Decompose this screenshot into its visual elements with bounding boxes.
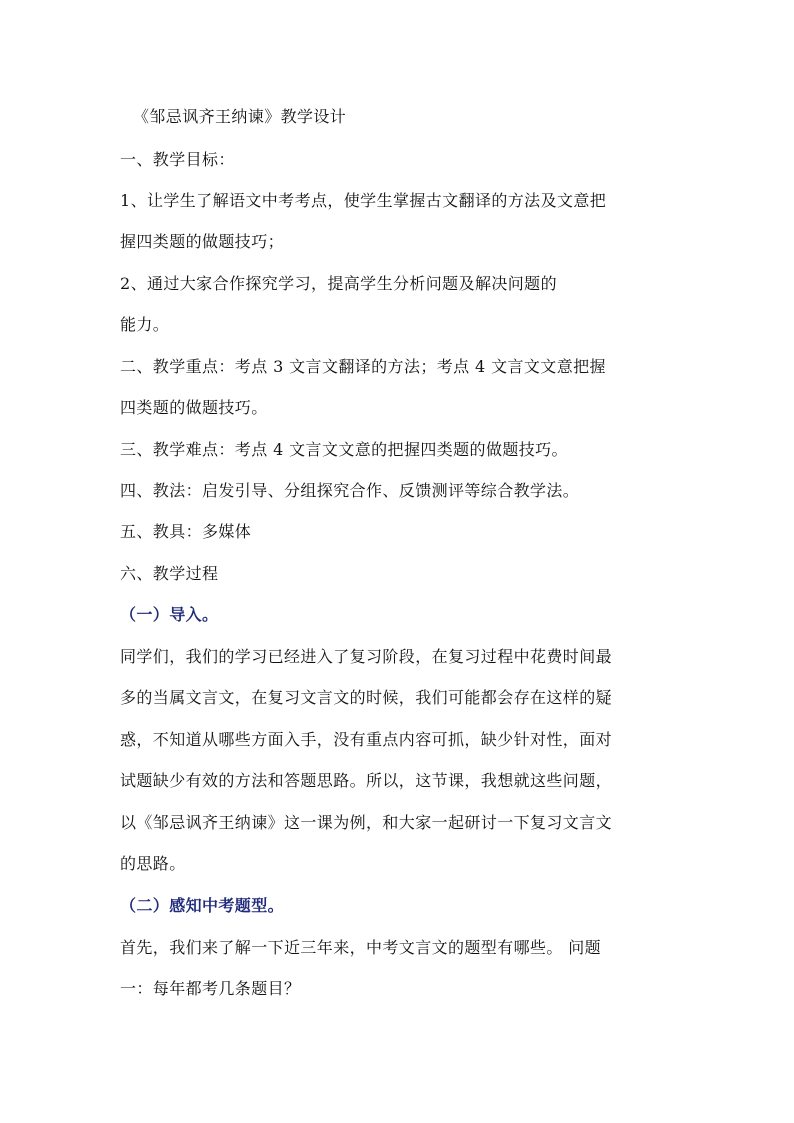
section-2-heading: （二）感知中考题型。 <box>120 896 285 915</box>
intro-line-2: 多的当属文言文，在复习文言文的时候，我们可能都会存在这样的疑 <box>120 688 613 707</box>
difficulties-line: 三、教学难点：考点 4 文言文文意的把握四类题的做题技巧。 <box>120 440 568 459</box>
key-points-line-2: 四类题的做题技巧。 <box>120 398 268 417</box>
exam-types-line-1: 首先，我们来了解一下近三年来，中考文言文的题型有哪些。 问题 <box>120 938 602 957</box>
exam-types-line-2: 一：每年都考几条题目？ <box>120 979 301 998</box>
intro-line-3: 惑，不知道从哪些方面入手，没有重点内容可抓，缺少针对性，面对 <box>120 730 613 749</box>
tools-line: 五、教具：多媒体 <box>120 522 252 541</box>
objective-1-line-1: 1、让学生了解语文中考考点，使学生掌握古文翻译的方法及文意把 <box>120 191 607 210</box>
objectives-heading: 一、教学目标： <box>120 150 235 169</box>
intro-line-5: 以《邹忌讽齐王纳谏》这一课为例，和大家一起研讨一下复习文言文 <box>120 813 613 832</box>
objective-1-line-2: 握四类题的做题技巧； <box>120 232 285 251</box>
objective-2-line-1: 2、通过大家合作探究学习，提高学生分析问题及解决问题的 <box>120 274 557 293</box>
intro-line-6: 的思路。 <box>120 854 186 873</box>
objective-2-line-2: 能力。 <box>120 315 170 334</box>
key-points-line-1: 二、教学重点：考点 3 文言文翻译的方法；考点 4 文言文文意把握 <box>120 357 606 376</box>
document-title: 《邹忌讽齐王纳谏》教学设计 <box>133 107 347 126</box>
process-heading: 六、教学过程 <box>120 564 219 583</box>
section-1-heading: （一）导入。 <box>120 605 219 624</box>
intro-line-1: 同学们，我们的学习已经进入了复习阶段，在复习过程中花费时间最 <box>120 647 613 666</box>
intro-line-4: 试题缺少有效的方法和答题思路。所以，这节课，我想就这些问题， <box>120 771 613 790</box>
methods-line: 四、教法：启发引导、分组探究合作、反馈测评等综合教学法。 <box>120 481 580 500</box>
